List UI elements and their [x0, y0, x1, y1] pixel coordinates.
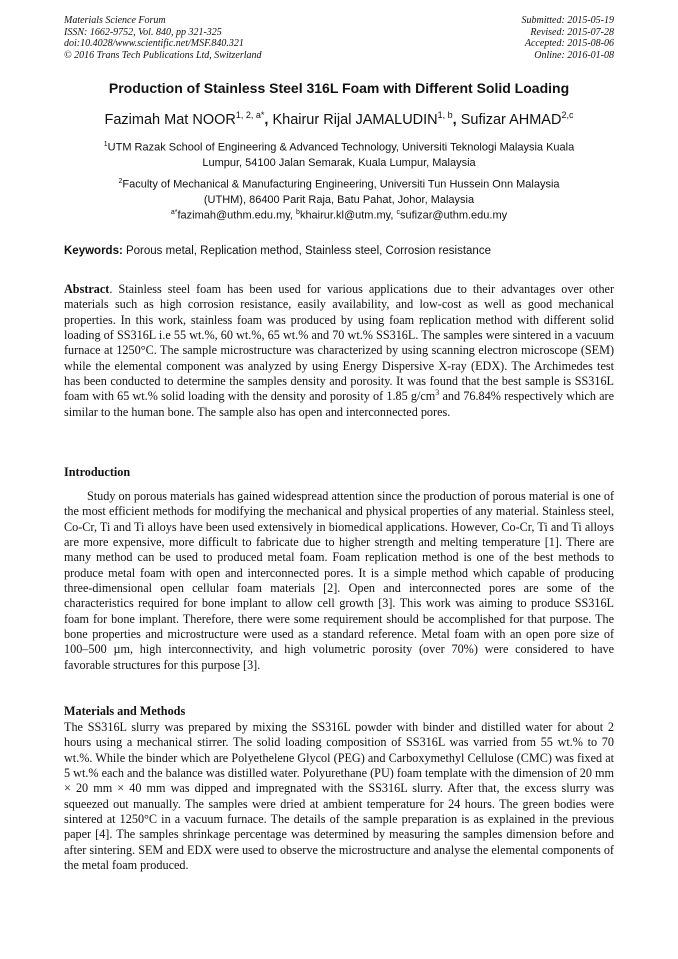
doi-line: doi:10.4028/www.scientific.net/MSF.840.321: [64, 38, 244, 50]
keywords-label: Keywords:: [64, 245, 123, 257]
author-name: Khairur Rijal JAMALUDIN: [272, 111, 438, 128]
abstract-label: Abstract: [64, 282, 110, 296]
submission-dates: [522, 15, 615, 61]
keywords: [64, 245, 614, 257]
affiliation-marker: 1: [103, 141, 108, 148]
introduction-heading: Introduction: [64, 465, 131, 479]
affiliation-line: UTM Razak School of Engineering & Advanced Technology, Universiti Teknologi Malaysia Kuala: [107, 141, 575, 154]
abstract-text: . Stainless steel foam has been used for various applications due to their advantages over other materials such as high corrosion resistance, easily availability, and low-cost as well as good mechanical properties. In this work, stainless foam was produced by using foam replication method with different solid loading of SS316L i.e 55 wt.%, 60 wt.%, 65 wt.% and 70 wt.% SS316L. The samples were sintered in a vacuum furnace at 1250°C. The sample microstructure was characterized by using scanning electron microscope (SEM) while the elemental component was analyzed by using Energy Dispersive X-ray (EDX). The Archimedes test has been conducted to determine the samples density and porosity. It was found that the best sample is SS316L foam with 65 wt.% solid loading with the density and porosity of 1.85 g/cm: [64, 282, 614, 404]
author-affiliation-marker: 2,c: [561, 110, 574, 120]
author-separator: ,: [264, 111, 273, 128]
author-affiliation-marker: 1, b: [437, 110, 453, 120]
email-marker: a*: [170, 209, 178, 216]
email-link[interactable]: sufizar@uthm.edu.my: [399, 209, 508, 222]
methods-heading: Materials and Methods: [64, 704, 186, 718]
affiliation-line: Lumpur, 54100 Jalan Semarak, Kuala Lumpur, Malaysia: [202, 157, 476, 170]
email-marker: b: [296, 209, 300, 216]
affiliation-line: Faculty of Mechanical & Manufacturing Engineering, Universiti Tun Hussein Onn Malaysia: [122, 178, 560, 191]
email-link[interactable]: khairur.kl@utm.my,: [299, 209, 397, 222]
email-link[interactable]: fazimah@uthm.edu.my,: [177, 209, 297, 222]
author-name: Sufizar AHMAD: [460, 111, 562, 128]
author-name: Fazimah Mat NOOR: [104, 111, 236, 128]
submitted-date: Submitted: 2015-05-19: [521, 15, 614, 26]
abstract-superscript: 3: [435, 388, 440, 398]
methods-section: [64, 720, 614, 873]
author-emails: [40, 209, 638, 222]
author-list: [40, 110, 638, 128]
methods-paragraph: The SS316L slurry was prepared by mixing the SS316L powder with binder and distilled water for about 2 hours using a mechanical stirrer. The solid loading composition of SS316L was varried from 55 wt.% to 70 wt.%. While the binder which are Polyethelene Glycol (PEG) and Carboxymethyl Cellulose (CMC) was fixed at 5 wt.% each and the balance was distilled water. Polyurethane (PU) foam template with the dimension of 20 mm × 20 mm × 40 mm was dipped and impregnated with the SS316L slurry. After that, the excess slurry was squeezed out manually. The samples were dried at ambient temperature for 24 hours. The green bodies were sintered at 1250°C in a vacuum furnace. The details of the sample preparation is as explained in the previous paper [4]. The samples shrinkage percentage was determined by measuring the samples dimension before and after sintering. SEM and EDX were used to observe the microstructure and analyse the elemental components of the metal foam produced.: [64, 720, 614, 873]
paper-title: Production of Stainless Steel 316L Foam with Different Solid Loading: [108, 80, 570, 96]
accepted-date: Accepted: 2015-08-06: [524, 38, 614, 50]
abstract-text: and 76.84% respectively which are similar to the human bone. The sample also has open and interconnected pores.: [64, 389, 615, 419]
journal-info: [64, 15, 262, 61]
email-marker: c: [396, 209, 400, 216]
issn-line: ISSN: 1662-9752, Vol. 840, pp 321-325: [64, 26, 222, 38]
affiliation: [62, 174, 616, 209]
abstract: [64, 282, 614, 420]
introduction-section: [64, 489, 614, 673]
revised-date: Revised: 2015-07-28: [530, 26, 614, 38]
author-affiliation-marker: 1, 2, a*: [235, 110, 265, 120]
journal-name: Materials Science Forum: [64, 15, 166, 26]
affiliation: [62, 137, 616, 172]
abstract-paragraph: [64, 282, 614, 420]
keywords-text: Porous metal, Replication method, Stainless steel, Corrosion resistance: [122, 245, 491, 257]
affiliation-line: (UTHM), 86400 Parit Raja, Batu Pahat, Johor, Malaysia: [203, 194, 475, 207]
copyright-line: © 2016 Trans Tech Publications Ltd, Switzerland: [64, 49, 262, 61]
affiliation-marker: 2: [118, 178, 123, 185]
author-separator: ,: [452, 111, 461, 128]
online-date: Online: 2016-01-08: [534, 49, 614, 61]
introduction-paragraph: Study on porous materials has gained widespread attention since the production of porous material is one of the most efficient methods for modifying the mechanical and physical properties of any material. Stainless steel, Co-Cr, Ti and Ti alloys have been used extensively in biomedical applications. However, Co-Cr, Ti and Ti alloys are more expensive, more difficult to fabricate due to higher strength and melting temperature [1]. There are many method can be used to produced metal foam. Foam replication method is one of the best methods to produce metal foam with open and interconnected pores. It is a simple method which capable of producing three-dimensional open cellular foam materials [2]. Open and interconnected pores are some of the characteristics required for bone implant to allow cell growth [3]. This work was aiming to produce SS316L foam for bone implant. Therefore, there were some requirement should be accomplished for that purpose. The bone properties and microstructure were used as a standard reference. Metal foam with an open pore size of 100–500 µm, high interconnectivity, and high volumetric porosity (over 70%) were considered to have favorable structures for this purpose [3].: [64, 489, 614, 672]
